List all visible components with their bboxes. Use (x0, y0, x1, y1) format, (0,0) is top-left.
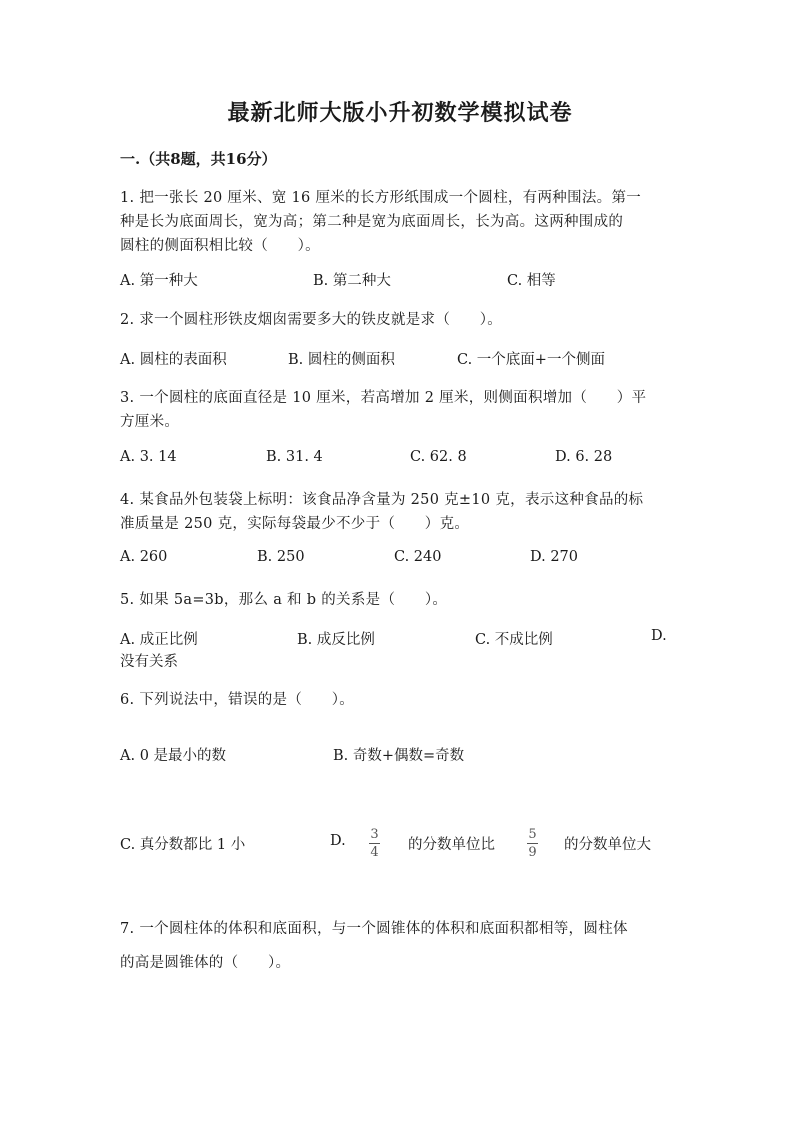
option-b[interactable]: B. 第二种大 (313, 273, 391, 289)
option-b[interactable]: B. 31. 4 (266, 449, 323, 465)
question-5-options (120, 628, 680, 652)
question-2-options (120, 348, 680, 372)
option-b[interactable]: B. 圆柱的侧面积 (288, 352, 395, 368)
question-line: 6. 下列说法中，错误的是（ ）。 (120, 692, 355, 708)
question-3-options (120, 449, 680, 473)
option-c[interactable]: C. 相等 (507, 273, 556, 289)
option-c[interactable]: C. 不成比例 (475, 632, 553, 648)
option-d[interactable]: D. 6. 28 (555, 449, 613, 465)
question-line: 方厘米。 (120, 414, 180, 430)
option-c[interactable]: C. 240 (394, 549, 442, 565)
question-6 (120, 688, 680, 712)
option-a[interactable]: A. 260 (120, 549, 168, 565)
question-line: 5. 如果 5a=3b，那么 a 和 b 的关系是（ ）。 (120, 592, 448, 608)
fraction-numerator: 5 (528, 827, 537, 842)
option-b[interactable]: B. 成反比例 (297, 632, 375, 648)
option-d[interactable]: D. (330, 833, 346, 849)
fraction-numerator: 3 (370, 827, 379, 842)
option-a[interactable]: A. 3. 14 (120, 449, 177, 465)
option-d-middle-text: 的分数单位比 (408, 837, 495, 853)
question-6-options-ab (120, 744, 680, 768)
section-heading: 一.（共8题，共16分） (120, 150, 277, 168)
option-d[interactable]: D. 270 (530, 549, 579, 565)
question-2 (120, 308, 680, 332)
question-5 (120, 588, 680, 612)
question-line: 2. 求一个圆柱形铁皮烟囱需要多大的铁皮就是求（ ）。 (120, 312, 503, 328)
option-a[interactable]: A. 0 是最小的数 (120, 748, 227, 764)
question-6-options-cd (120, 827, 680, 873)
option-b[interactable]: B. 250 (257, 549, 305, 565)
option-c[interactable]: C. 一个底面+一个侧面 (457, 352, 605, 368)
fraction-denominator: 4 (370, 845, 379, 860)
fraction-three-quarters (369, 827, 380, 860)
question-4 (120, 488, 680, 536)
option-c[interactable]: C. 真分数都比 1 小 (120, 837, 246, 853)
question-line: 7. 一个圆柱体的体积和底面积，与一个圆锥体的体积和底面积都相等，圆柱体 (120, 921, 628, 937)
question-1 (120, 186, 680, 258)
question-4-options (120, 549, 680, 573)
option-a[interactable]: A. 成正比例 (120, 632, 198, 648)
option-d-text[interactable]: 没有关系 (120, 654, 178, 670)
option-d[interactable]: D. (651, 628, 667, 644)
question-1-options (120, 269, 680, 293)
question-line: 4. 某食品外包装袋上标明：该食品净含量为 250 克±10 克，表示这种食品的标 (120, 492, 644, 508)
fraction-bar (369, 843, 380, 844)
option-b[interactable]: B. 奇数+偶数=奇数 (333, 748, 465, 764)
question-5-option-d-wrap (120, 650, 680, 674)
option-c[interactable]: C. 62. 8 (410, 449, 467, 465)
question-3 (120, 386, 680, 434)
fraction-five-ninths (527, 827, 538, 860)
fraction-denominator: 9 (528, 845, 537, 860)
page-title: 最新北师大版小升初数学模拟试卷 (227, 100, 573, 126)
question-line: 种是长为底面周长，宽为高；第二种是宽为底面周长，长为高。这两种围成的 (120, 214, 624, 230)
question-line: 准质量是 250 克，实际每袋最少不少于（ ）克。 (120, 516, 470, 532)
question-7 (120, 912, 680, 980)
option-a[interactable]: A. 圆柱的表面积 (120, 352, 227, 368)
option-d-end-text: 的分数单位大 (564, 837, 651, 853)
question-line: 圆柱的侧面积相比较（ ）。 (120, 238, 320, 254)
option-a[interactable]: A. 第一种大 (120, 273, 198, 289)
question-line: 的高是圆锥体的（ ）。 (120, 955, 291, 971)
question-line: 3. 一个圆柱的底面直径是 10 厘米，若高增加 2 厘米，则侧面积增加（ ）平 (120, 390, 647, 406)
question-line: 1. 把一张长 20 厘米、宽 16 厘米的长方形纸围成一个圆柱，有两种围法。第一 (120, 190, 642, 206)
fraction-bar (527, 843, 538, 844)
